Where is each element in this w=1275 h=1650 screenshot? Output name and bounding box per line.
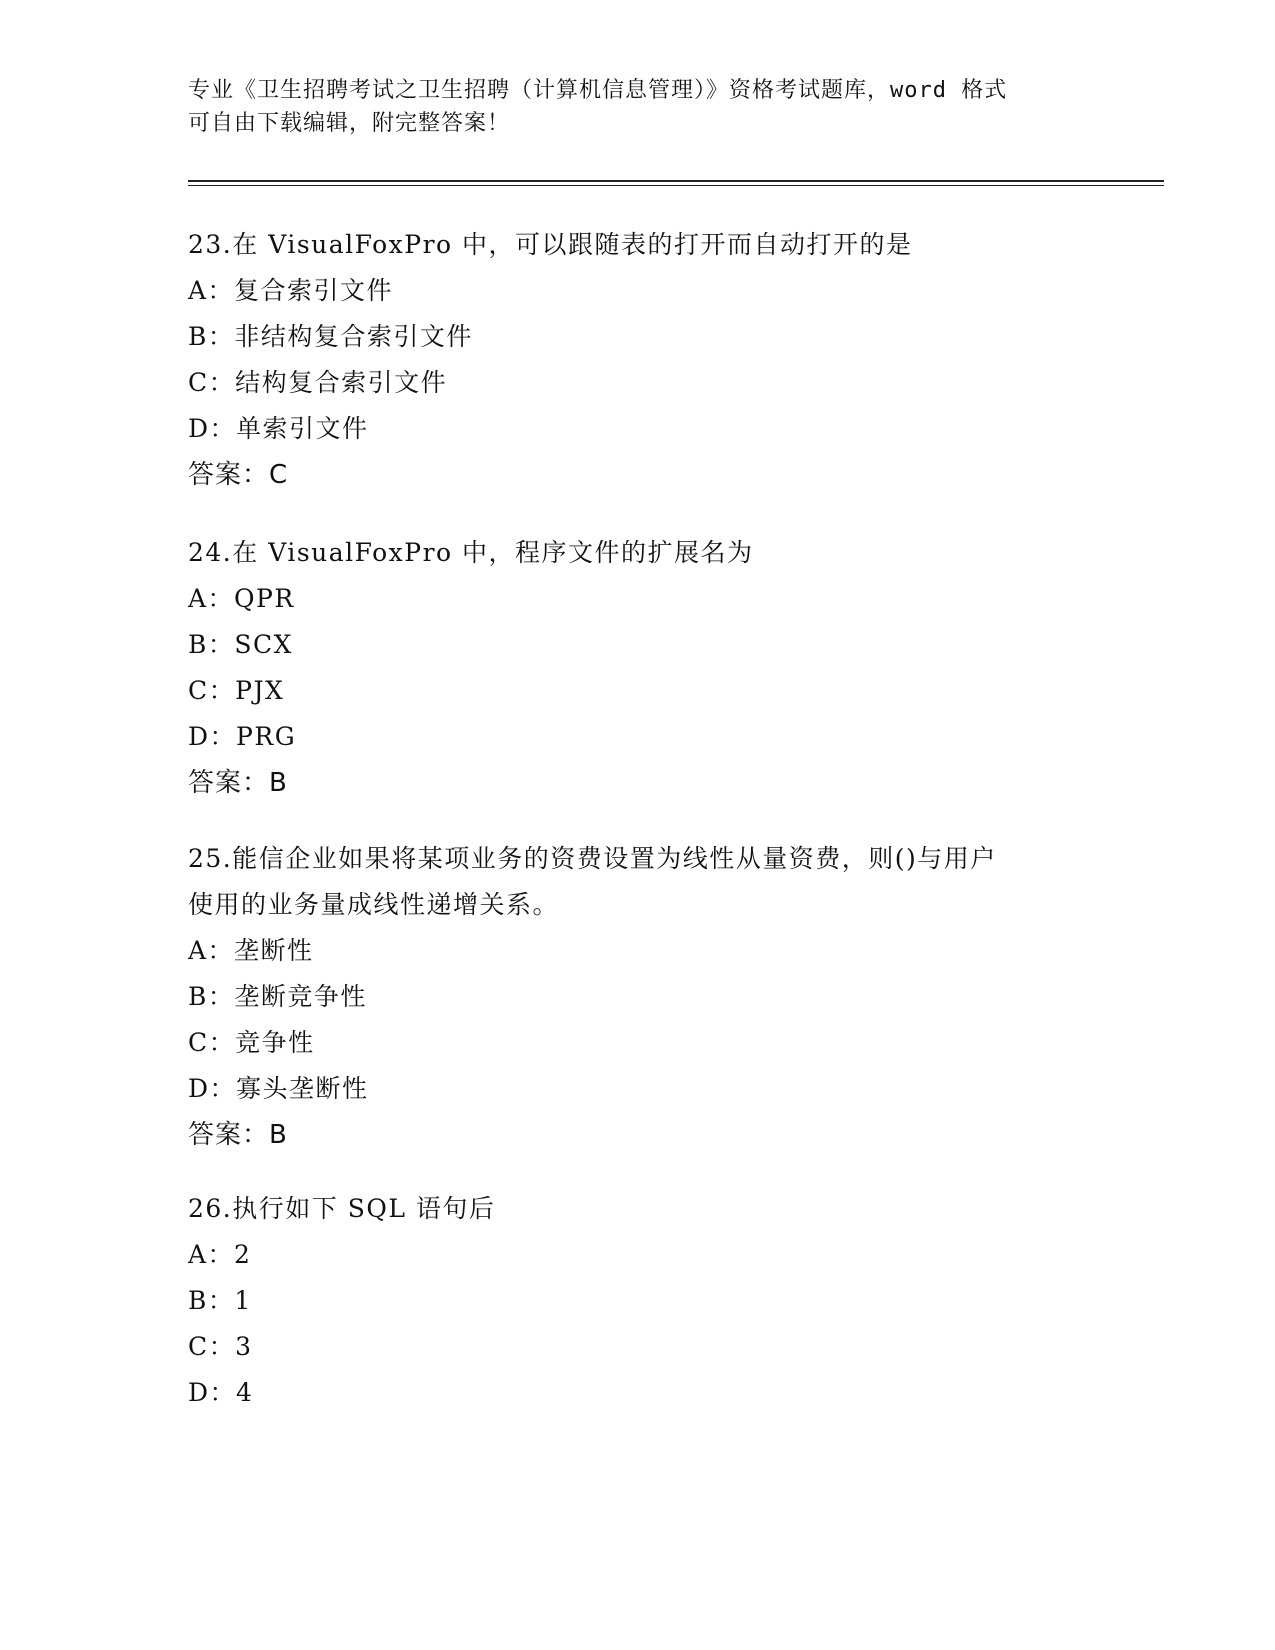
answer: 答案：B xyxy=(188,768,288,798)
question-24 xyxy=(188,530,1088,806)
document-header-note xyxy=(188,74,1068,140)
option-d: D：寡头垄断性 xyxy=(188,1074,369,1103)
option-d: D：单索引文件 xyxy=(188,414,369,443)
option-a: A：2 xyxy=(188,1240,252,1269)
option-c: C：竞争性 xyxy=(188,1028,315,1057)
option-c: C：3 xyxy=(188,1332,253,1361)
question-26 xyxy=(188,1186,1088,1416)
option-d: D：4 xyxy=(188,1378,254,1407)
question-stem: 24.在 VisualFoxPro 中，程序文件的扩展名为 xyxy=(188,538,754,567)
question-stem: 23.在 VisualFoxPro 中，可以跟随表的打开而自动打开的是 xyxy=(188,230,913,259)
answer: 答案：C xyxy=(188,460,289,490)
question-stem: 26.执行如下 SQL 语句后 xyxy=(188,1194,496,1223)
option-c: C：PJX xyxy=(188,676,285,705)
header-line-2: 可自由下载编辑，附完整答案！ xyxy=(188,111,511,136)
answer: 答案：B xyxy=(188,1120,288,1150)
question-25 xyxy=(188,836,1088,1158)
option-b: B：垄断竞争性 xyxy=(188,982,367,1011)
question-stem-line-1: 25.能信企业如果将某项业务的资费设置为线性从量资费，则()与用户 xyxy=(188,844,997,873)
header-divider xyxy=(188,180,1164,186)
option-a: A：复合索引文件 xyxy=(188,276,394,305)
option-b: B：1 xyxy=(188,1286,252,1315)
question-23 xyxy=(188,222,1088,498)
option-b: B：SCX xyxy=(188,630,293,659)
header-line-1: 专业《卫生招聘考试之卫生招聘（计算机信息管理）》资格考试题库，word 格式 xyxy=(188,78,1008,103)
option-b: B：非结构复合索引文件 xyxy=(188,322,473,351)
question-stem-line-2: 使用的业务量成线性递增关系。 xyxy=(188,890,560,919)
option-a: A：QPR xyxy=(188,584,295,613)
option-a: A：垄断性 xyxy=(188,936,314,965)
option-d: D：PRG xyxy=(188,722,297,751)
option-c: C：结构复合索引文件 xyxy=(188,368,448,397)
